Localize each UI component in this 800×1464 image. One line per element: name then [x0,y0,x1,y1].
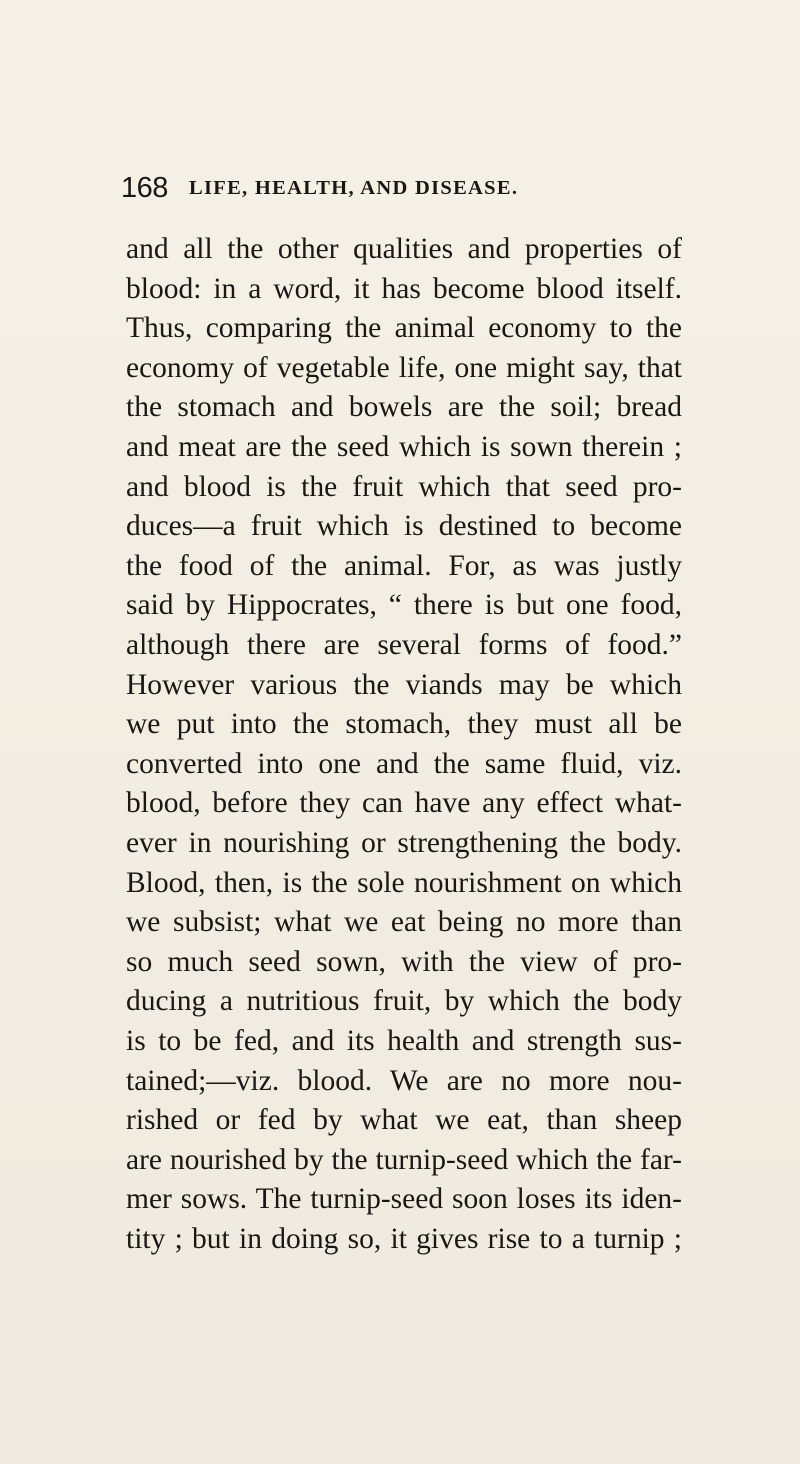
text-line: said by Hippocrates, “ there is but one food, [126,589,682,622]
text-line: we subsist; what we eat being no more than [126,906,682,939]
text-line: is to be fed, and its health and strength sus- [126,1025,682,1057]
text-line: we put into the stomach, they must all be [126,708,682,741]
text-line: converted into one and the same fluid, viz. [126,747,682,780]
text-line: Thus, comparing the animal economy to the [126,312,682,345]
text-line: although there are several forms of food.” [126,629,682,661]
text-line: and meat are the seed which is sown therein ; [126,431,682,463]
text-line: economy of vegetable life, one might say, that [126,351,682,384]
text-line: duces—a fruit which is destined to become [126,510,682,543]
text-line: ducing a nutritious fruit, by which the body [126,985,682,1018]
text-line: and blood is the fruit which that seed pro- [126,470,682,503]
text-line: mer sows. The turnip-seed soon loses its iden- [126,1183,682,1216]
text-line: However various the viands may be which [126,668,682,701]
text-line: the stomach and bowels are the soil; bread [126,391,682,424]
text-line: tity ; but in doing so, it gives rise to a turnip ; [126,1223,682,1255]
page-header [121,168,681,208]
text-line: so much seed sown, with the view of pro- [126,945,682,978]
text-line: and all the other qualities and properties of [126,233,682,265]
text-line: blood: in a word, it has become blood itself. [126,272,682,305]
text-line: ever in nourishing or strengthening the body. [126,827,682,859]
running-title: LIFE, HEALTH, AND DISEASE. [189,177,519,199]
body-text [126,230,682,1255]
text-line: are nourished by the turnip-seed which the far- [126,1143,682,1176]
text-line: rished or fed by what we eat, than sheep [126,1104,682,1137]
text-line: tained;—viz. blood. We are no more nou- [126,1064,682,1097]
page-number: 168 [121,172,168,204]
text-line: the food of the animal. For, as was justly [126,549,682,582]
text-line: Blood, then, is the sole nourishment on which [126,866,682,899]
text-line: blood, before they can have any effect what- [126,787,682,820]
